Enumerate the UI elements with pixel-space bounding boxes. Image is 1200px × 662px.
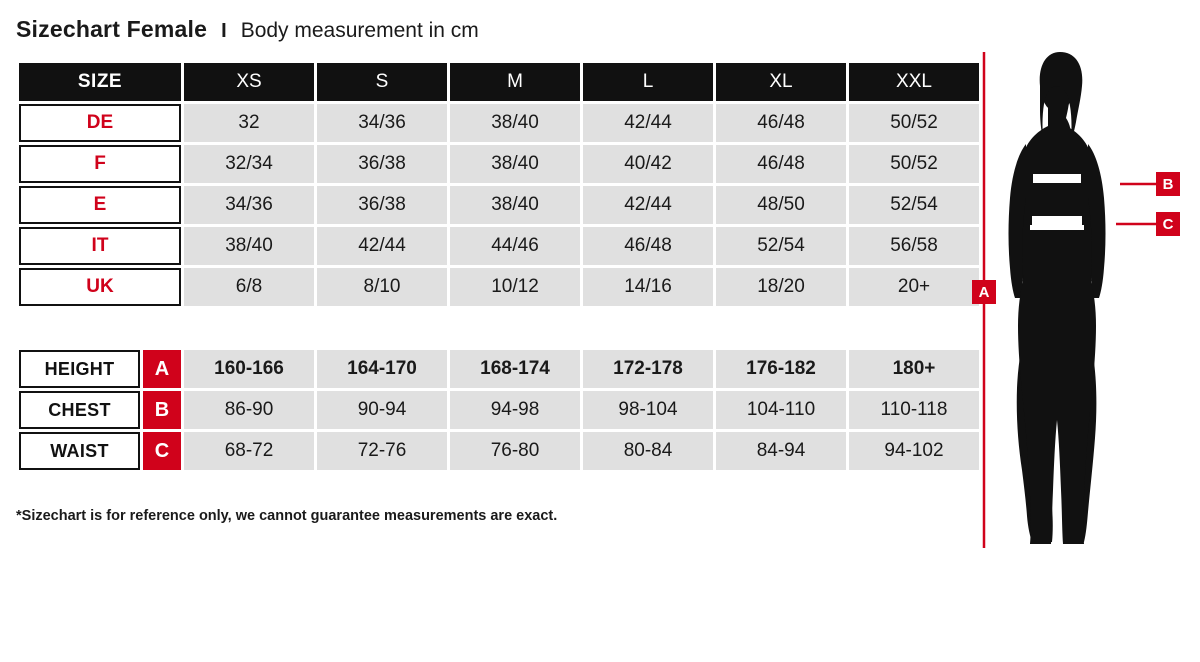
- table-cell: 160-166: [184, 350, 314, 388]
- table-cell: 50/52: [849, 104, 979, 142]
- table-row: [19, 432, 979, 470]
- table-cell: 18/20: [716, 268, 846, 306]
- table-row: [19, 350, 979, 388]
- table-cell: 38/40: [450, 104, 580, 142]
- table-cell: 84-94: [716, 432, 846, 470]
- row-label-it: IT: [19, 227, 181, 265]
- table-cell: 110-118: [849, 391, 979, 429]
- measure-label-text: CHEST: [19, 391, 140, 429]
- row-label-de: DE: [19, 104, 181, 142]
- figure-marker-b: B: [1156, 172, 1180, 196]
- table-cell: 172-178: [583, 350, 713, 388]
- table-cell: 20+: [849, 268, 979, 306]
- table-cell: 42/44: [317, 227, 447, 265]
- page-title: [16, 16, 479, 43]
- table-row: [19, 145, 979, 183]
- table-cell: 42/44: [583, 104, 713, 142]
- sizechart-table-wrapper: [16, 60, 966, 473]
- table-cell: 8/10: [317, 268, 447, 306]
- table-cell: 86-90: [184, 391, 314, 429]
- table-cell: 46/48: [583, 227, 713, 265]
- female-body-silhouette-icon: [960, 40, 1200, 560]
- row-label-e: E: [19, 186, 181, 224]
- table-cell: 94-102: [849, 432, 979, 470]
- measure-badge-c: C: [143, 432, 181, 470]
- table-row: [19, 227, 979, 265]
- table-cell: 42/44: [583, 186, 713, 224]
- figure-marker-c: C: [1156, 212, 1180, 236]
- table-cell: 68-72: [184, 432, 314, 470]
- table-cell: 180+: [849, 350, 979, 388]
- table-cell: 98-104: [583, 391, 713, 429]
- row-label-waist: [19, 432, 181, 470]
- table-cell: 14/16: [583, 268, 713, 306]
- sizechart-table: [16, 60, 982, 473]
- table-row: [19, 186, 979, 224]
- measure-label-text: WAIST: [19, 432, 140, 470]
- table-header-col-xxl: XXL: [849, 63, 979, 101]
- table-cell: 46/48: [716, 145, 846, 183]
- table-cell: 34/36: [317, 104, 447, 142]
- table-cell: 44/46: [450, 227, 580, 265]
- measure-badge-b: B: [143, 391, 181, 429]
- table-cell: 38/40: [184, 227, 314, 265]
- table-cell: 50/52: [849, 145, 979, 183]
- page-title-separator: I: [221, 20, 227, 42]
- table-cell: 80-84: [583, 432, 713, 470]
- row-label-f: F: [19, 145, 181, 183]
- table-cell: 104-110: [716, 391, 846, 429]
- table-cell: 36/38: [317, 145, 447, 183]
- measure-badge-a: A: [143, 350, 181, 388]
- table-cell: 52/54: [716, 227, 846, 265]
- table-cell: 56/58: [849, 227, 979, 265]
- table-cell: 46/48: [716, 104, 846, 142]
- table-header-col-xs: XS: [184, 63, 314, 101]
- table-cell: 72-76: [317, 432, 447, 470]
- page-title-main: Sizechart Female: [16, 16, 208, 42]
- table-header-col-l: L: [583, 63, 713, 101]
- figure-marker-a: A: [972, 280, 996, 304]
- table-cell: 168-174: [450, 350, 580, 388]
- table-cell: 10/12: [450, 268, 580, 306]
- table-cell: 36/38: [317, 186, 447, 224]
- table-cell: 32: [184, 104, 314, 142]
- table-cell: 164-170: [317, 350, 447, 388]
- row-label-height: [19, 350, 181, 388]
- row-label-chest: [19, 391, 181, 429]
- row-label-uk: UK: [19, 268, 181, 306]
- page-title-subtitle: Body measurement in cm: [240, 19, 479, 42]
- table-header-col-s: S: [317, 63, 447, 101]
- figure-panel: [960, 40, 1200, 560]
- table-cell: 48/50: [716, 186, 846, 224]
- table-row: [19, 268, 979, 306]
- table-cell: 176-182: [716, 350, 846, 388]
- table-cell: 52/54: [849, 186, 979, 224]
- table-header-col-m: M: [450, 63, 580, 101]
- table-header-row: [19, 63, 979, 101]
- table-cell: 34/36: [184, 186, 314, 224]
- table-cell: 32/34: [184, 145, 314, 183]
- footnote: *Sizechart is for reference only, we cannot guarantee measurements are exact.: [16, 508, 558, 524]
- table-row: [19, 104, 979, 142]
- table-cell: 38/40: [450, 145, 580, 183]
- table-section-divider: [19, 309, 979, 347]
- measure-label-text: HEIGHT: [19, 350, 140, 388]
- table-row: [19, 391, 979, 429]
- table-cell: 40/42: [583, 145, 713, 183]
- table-header-size-label: SIZE: [19, 63, 181, 101]
- table-cell: 94-98: [450, 391, 580, 429]
- table-header-col-xl: XL: [716, 63, 846, 101]
- table-cell: 6/8: [184, 268, 314, 306]
- table-cell: 76-80: [450, 432, 580, 470]
- table-cell: 90-94: [317, 391, 447, 429]
- table-cell: 38/40: [450, 186, 580, 224]
